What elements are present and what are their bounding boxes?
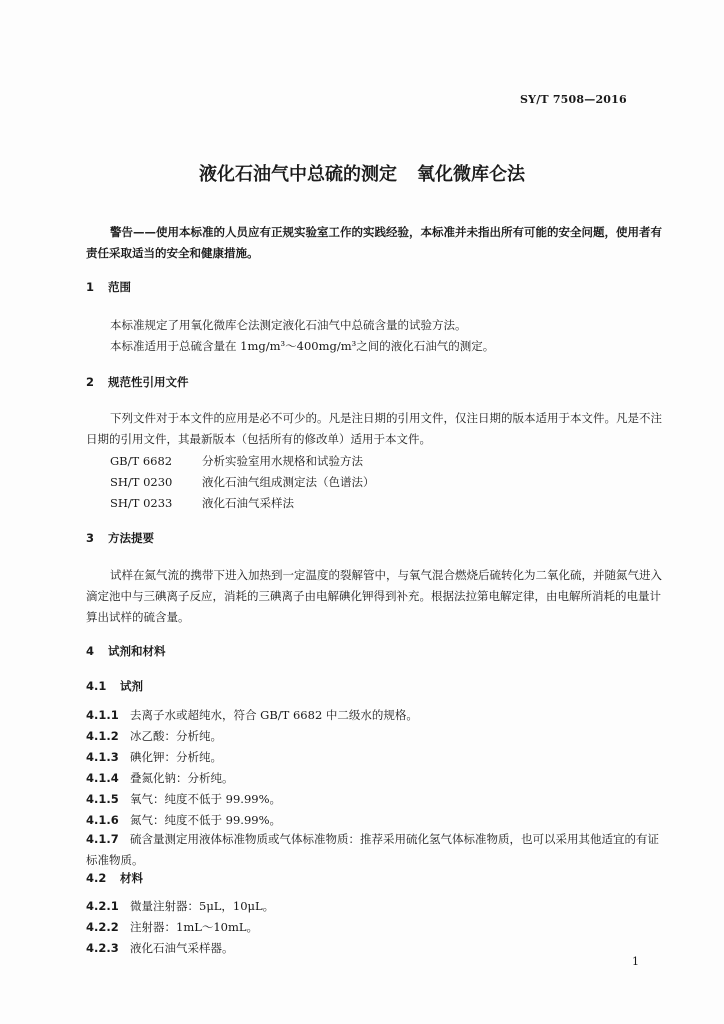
clause-text: 氧气：纯度不低于 99.99%。 [130,792,282,806]
clause-text: 硫含量测定用液体标准物质或气体标准物质：推荐采用硫化氢气体标准物质，也可以采用其他适宜的有证标准物质。 [86,832,659,867]
section-title: 试剂和材料 [108,644,166,658]
safety-warning: 警告——使用本标准的人员应有正规实验室工作的实践经验，本标准并未指出所有可能的安全问题，使用者有责任采取适当的安全和健康措施。 [86,225,662,260]
section-3-paragraph: 试样在氮气流的携带下进入加热到一定温度的裂解管中，与氧气混合燃烧后硫转化为二氧化硫，并随氮气进入滴定池中与三碘离子反应，消耗的三碘离子由电解碘化钾得到补充。根据法拉第电解定律，由电解所消耗的电量计算出试样的硫含量。 [86,568,662,624]
subsection-title: 材料 [120,871,143,885]
list-item [86,791,281,807]
list-item [86,919,258,935]
reference-title: 分析实验室用水规格和试验方法 [202,454,363,468]
list-item [86,770,234,786]
clause-number: 4.1.7 [86,832,119,846]
section-2-intro: 下列文件对于本文件的应用是必不可少的。凡是注日期的引用文件，仅注日期的版本适用于本文件。凡是不注日期的引用文件，其最新版本（包括所有的修改单）适用于本文件。 [86,411,662,446]
list-item [86,898,274,914]
clause-number: 4.1.5 [86,792,119,806]
section-title: 规范性引用文件 [108,375,189,389]
clause-text: 微量注射器：5μL，10μL。 [130,899,275,913]
section-4-heading [86,643,166,659]
title-method: 氧化微库仑法 [417,164,525,185]
clause-number: 4.2.2 [86,920,119,934]
clause-text: 叠氮化钠：分析纯。 [130,771,234,785]
list-item [86,829,662,871]
subsection-number: 4.1 [86,679,107,693]
list-item [86,707,418,723]
reference-code: GB/T 6682 [110,454,173,468]
clause-number: 4.1.3 [86,750,119,764]
list-item [86,940,234,956]
reference-code: SH/T 0230 [110,475,173,489]
reference-item [110,453,363,469]
subsection-title: 试剂 [120,679,143,693]
section-number: 4 [86,644,95,658]
subsection-4-2-heading [86,870,143,886]
section-number: 1 [86,280,95,294]
list-item [86,812,281,828]
subsection-number: 4.2 [86,871,107,885]
clause-number: 4.1.4 [86,771,119,785]
list-item [86,749,222,765]
subsection-4-1-heading [86,678,143,694]
section-title: 范围 [108,280,131,294]
reference-code: SH/T 0233 [110,496,173,510]
clause-number: 4.1.6 [86,813,119,827]
clause-number: 4.2.3 [86,941,119,955]
reference-title: 液化石油气组成测定法（色谱法） [202,475,375,489]
clause-text: 碘化钾：分析纯。 [130,750,222,764]
reference-item [110,474,375,490]
section-1-heading [86,279,131,295]
standard-code: SY/T 7508—2016 [520,93,627,106]
section-number: 3 [86,531,95,545]
page-number: 1 [632,955,639,968]
section-number: 2 [86,375,95,389]
clause-text: 去离子水或超纯水，符合 GB/T 6682 中二级水的规格。 [130,708,418,722]
clause-text: 氮气：纯度不低于 99.99%。 [130,813,282,827]
clause-number: 4.2.1 [86,899,119,913]
clause-text: 冰乙酸：分析纯。 [130,729,222,743]
list-item [86,728,222,744]
page-title [0,160,724,186]
title-main: 液化石油气中总硫的测定 [199,164,397,185]
clause-text: 注射器：1mL～10mL。 [130,920,259,934]
reference-item [110,495,294,511]
reference-title: 液化石油气采样法 [202,496,294,510]
clause-number: 4.1.2 [86,729,119,743]
section-1-paragraph-1: 本标准规定了用氧化微库仑法测定液化石油气中总硫含量的试验方法。 [110,318,467,332]
clause-number: 4.1.1 [86,708,119,722]
section-2-heading [86,374,189,390]
clause-text: 液化石油气采样器。 [130,941,234,955]
section-title: 方法提要 [108,531,154,545]
section-3-heading [86,530,154,546]
section-1-paragraph-2: 本标准适用于总硫含量在 1mg/m³～400mg/m³之间的液化石油气的测定。 [110,339,495,353]
